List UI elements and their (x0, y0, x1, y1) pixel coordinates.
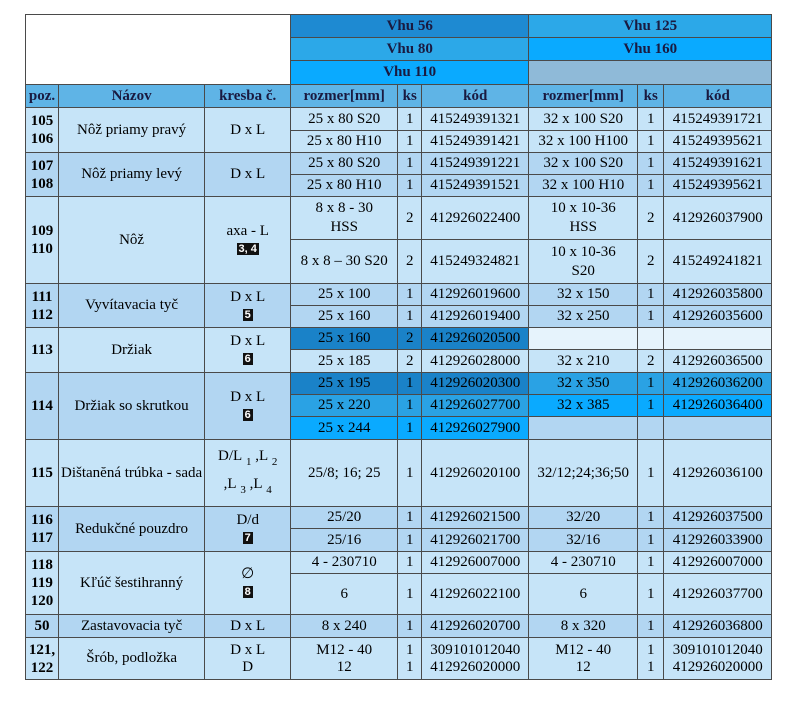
item-name: Kľúč šestihranný (59, 552, 205, 615)
table-cell: 1 (398, 175, 422, 197)
table-cell: 32 x 210 (529, 350, 638, 373)
poz-cell: 114 (26, 373, 59, 440)
table-cell: 412926020100 (422, 440, 529, 507)
table-cell: 1 (638, 395, 664, 417)
table-cell (529, 417, 638, 440)
table-cell: 412926035600 (664, 306, 772, 328)
table-cell: 415249395621 (664, 175, 772, 197)
table-cell: 32 x 350 (529, 373, 638, 395)
table-cell: 412926033900 (664, 529, 772, 552)
col-header-poz: poz. (26, 85, 59, 108)
header-empty (529, 61, 772, 85)
poz-cell: 115 (26, 440, 59, 507)
table-cell: 412926020500 (422, 328, 529, 350)
header-vhu56: Vhu 56 (291, 15, 529, 38)
table-cell: 6 (529, 574, 638, 615)
table-cell: 1 (638, 529, 664, 552)
table-cell: 25/8; 16; 25 (291, 440, 398, 507)
table-cell: 2 (638, 197, 664, 240)
item-name: Nôž (59, 197, 205, 284)
table-cell: 1 (638, 108, 664, 131)
corner-blank (26, 15, 291, 85)
drawing-ref: D x L 5 (205, 284, 291, 328)
tool-spec-table (25, 14, 772, 680)
table-cell: 1 (398, 507, 422, 529)
table-cell: 309101012040 412926020000 (664, 638, 772, 680)
poz-cell: 105 106 (26, 108, 59, 153)
drawing-ref: D x L (205, 153, 291, 197)
table-cell: 412926007000 (664, 552, 772, 574)
table-cell: 1 1 (638, 638, 664, 680)
header-vhu110: Vhu 110 (291, 61, 529, 85)
poz-cell: 109 110 (26, 197, 59, 284)
table-cell: 1 (398, 529, 422, 552)
drawing-ref: D/d 7 (205, 507, 291, 552)
table-cell: 2 (638, 350, 664, 373)
table-cell: 1 (398, 395, 422, 417)
item-name: Nôž priamy pravý (59, 108, 205, 153)
table-cell: 32/12;24;36;50 (529, 440, 638, 507)
table-cell: 1 (398, 440, 422, 507)
table-cell: 1 (398, 417, 422, 440)
table-cell: 10 x 10-36 HSS (529, 197, 638, 240)
table-cell: 25 x 80 H10 (291, 175, 398, 197)
drawing-ref: D x L (205, 615, 291, 638)
item-name: Vyvítavacia tyč (59, 284, 205, 328)
item-name: Dištanĕná trúbka - sada (59, 440, 205, 507)
table-cell: 1 (638, 507, 664, 529)
table-cell: 412926022100 (422, 574, 529, 615)
table-cell: 6 (291, 574, 398, 615)
table-cell: 412926037500 (664, 507, 772, 529)
table-cell (638, 417, 664, 440)
poz-cell: 113 (26, 328, 59, 373)
table-cell: M12 - 40 12 (291, 638, 398, 680)
table-cell: 2 (638, 240, 664, 284)
table-cell: 412926020300 (422, 373, 529, 395)
table-cell: 25/20 (291, 507, 398, 529)
table-cell (529, 328, 638, 350)
table-cell (638, 328, 664, 350)
col-header-kod-1: kód (422, 85, 529, 108)
table-cell: 1 (638, 175, 664, 197)
table-cell: 415249395621 (664, 131, 772, 153)
table-cell: 415249391721 (664, 108, 772, 131)
table-cell: 32/20 (529, 507, 638, 529)
table-cell: 1 (638, 284, 664, 306)
table-cell: 4 - 230710 (529, 552, 638, 574)
drawing-ref: D x L D (205, 638, 291, 680)
table-cell: 32 x 100 H10 (529, 175, 638, 197)
table-cell: 8 x 240 (291, 615, 398, 638)
table-cell: 415249391521 (422, 175, 529, 197)
header-vhu160: Vhu 160 (529, 38, 772, 61)
table-cell: 415249391221 (422, 153, 529, 175)
table-cell: 25 x 160 (291, 328, 398, 350)
item-name: Nôž priamy levý (59, 153, 205, 197)
poz-cell: 118 119 120 (26, 552, 59, 615)
table-cell: 412926036800 (664, 615, 772, 638)
table-cell: 8 x 320 (529, 615, 638, 638)
table-cell (664, 328, 772, 350)
col-header-nazov: Názov (59, 85, 205, 108)
table-cell: M12 - 40 12 (529, 638, 638, 680)
table-cell (664, 417, 772, 440)
drawing-badge: 7 (244, 532, 251, 544)
table-cell: 25 x 244 (291, 417, 398, 440)
diameter-icon: ∅ (241, 566, 255, 582)
table-cell: 1 (398, 574, 422, 615)
table-cell: 412926020700 (422, 615, 529, 638)
table-cell: 415249391621 (664, 153, 772, 175)
table-cell: 412926036100 (664, 440, 772, 507)
drawing-badge: 6 (244, 353, 251, 365)
table-cell: 8 x 8 – 30 S20 (291, 240, 398, 284)
table-cell: 25/16 (291, 529, 398, 552)
drawing-badge: 5 (244, 308, 251, 321)
table-cell: 25 x 220 (291, 395, 398, 417)
table-cell: 412926021700 (422, 529, 529, 552)
table-cell: 412926019400 (422, 306, 529, 328)
table-cell: 415249324821 (422, 240, 529, 284)
table-cell: 1 (638, 153, 664, 175)
table-cell: 8 x 8 - 30 HSS (291, 197, 398, 240)
table-cell: 1 (638, 131, 664, 153)
table-cell: 32 x 150 (529, 284, 638, 306)
drawing-ref: D x L 6 (205, 373, 291, 440)
table-cell: 1 (398, 373, 422, 395)
table-cell: 25 x 160 (291, 306, 398, 328)
table-cell: 1 1 (398, 638, 422, 680)
table-cell: 25 x 100 (291, 284, 398, 306)
table-cell: 1 (398, 552, 422, 574)
table-cell: 2 (398, 328, 422, 350)
table-cell: 412926019600 (422, 284, 529, 306)
poz-cell: 111 112 (26, 284, 59, 328)
table-cell: 1 (398, 153, 422, 175)
item-name: Držiak so skrutkou (59, 373, 205, 440)
table-cell: 2 (398, 197, 422, 240)
table-cell: 25 x 80 H10 (291, 131, 398, 153)
drawing-ref: D x L 6 (205, 328, 291, 373)
item-name: Šrób, podložka (59, 638, 205, 680)
table-cell: 415249391321 (422, 108, 529, 131)
table-cell: 412926027700 (422, 395, 529, 417)
col-header-rozmer-2: rozmer[mm] (529, 85, 638, 108)
header-vhu125: Vhu 125 (529, 15, 772, 38)
poz-cell: 116 117 (26, 507, 59, 552)
table-cell: 32 x 385 (529, 395, 638, 417)
drawing-badge: 6 (244, 409, 251, 421)
table-cell: 415249391421 (422, 131, 529, 153)
poz-cell: 107 108 (26, 153, 59, 197)
table-cell: 412926007000 (422, 552, 529, 574)
table-cell: 1 (398, 615, 422, 638)
table-cell: 1 (638, 574, 664, 615)
table-cell: 412926028000 (422, 350, 529, 373)
col-header-kod-2: kód (664, 85, 772, 108)
col-header-ks-1: ks (398, 85, 422, 108)
table-cell: 1 (638, 306, 664, 328)
table-cell: 25 x 80 S20 (291, 108, 398, 131)
table-cell: 412926036500 (664, 350, 772, 373)
item-name: Držiak (59, 328, 205, 373)
table-cell: 1 (398, 108, 422, 131)
table-cell: 412926036200 (664, 373, 772, 395)
table-cell: 412926035800 (664, 284, 772, 306)
header-vhu80: Vhu 80 (291, 38, 529, 61)
table-cell: 1 (398, 284, 422, 306)
table-cell: 412926036400 (664, 395, 772, 417)
col-header-rozmer-1: rozmer[mm] (291, 85, 398, 108)
table-cell: 1 (638, 440, 664, 507)
table-cell: 25 x 185 (291, 350, 398, 373)
table-cell: 415249241821 (664, 240, 772, 284)
table-cell: 1 (638, 373, 664, 395)
drawing-badge: 8 (244, 586, 251, 598)
table-cell: 32/16 (529, 529, 638, 552)
col-header-ks-2: ks (638, 85, 664, 108)
table-cell: 2 (398, 350, 422, 373)
table-cell: 32 x 250 (529, 306, 638, 328)
table-cell: 1 (638, 552, 664, 574)
drawing-ref (205, 552, 291, 615)
item-name: Zastavovacia tyč (59, 615, 205, 638)
table-cell: 412926037700 (664, 574, 772, 615)
table-cell: 1 (398, 306, 422, 328)
col-header-kresba: kresba č. (205, 85, 291, 108)
table-cell: 1 (398, 131, 422, 153)
table-cell: 25 x 195 (291, 373, 398, 395)
table-cell: 412926021500 (422, 507, 529, 529)
drawing-ref: D/L $_1$ ,L $_2$ ,L $_3$ ,L $_4$ (205, 440, 291, 507)
poz-cell: 50 (26, 615, 59, 638)
table-cell: 412926022400 (422, 197, 529, 240)
table-cell: 32 x 100 H100 (529, 131, 638, 153)
table-cell: 32 x 100 S20 (529, 153, 638, 175)
item-name: Redukčné pouzdro (59, 507, 205, 552)
table-cell: 1 (638, 615, 664, 638)
table-cell: 2 (398, 240, 422, 284)
table-cell: 10 x 10-36 S20 (529, 240, 638, 284)
table-cell: 412926027900 (422, 417, 529, 440)
table-cell: 412926037900 (664, 197, 772, 240)
table-cell: 4 - 230710 (291, 552, 398, 574)
table-cell: 32 x 100 S20 (529, 108, 638, 131)
table-cell: 25 x 80 S20 (291, 153, 398, 175)
drawing-ref: D x L (205, 108, 291, 153)
table-cell: 309101012040 412926020000 (422, 638, 529, 680)
drawing-ref: axa - L 3, 4 (205, 197, 291, 284)
poz-cell: 121, 122 (26, 638, 59, 680)
drawing-badge: 3, 4 (238, 243, 257, 255)
